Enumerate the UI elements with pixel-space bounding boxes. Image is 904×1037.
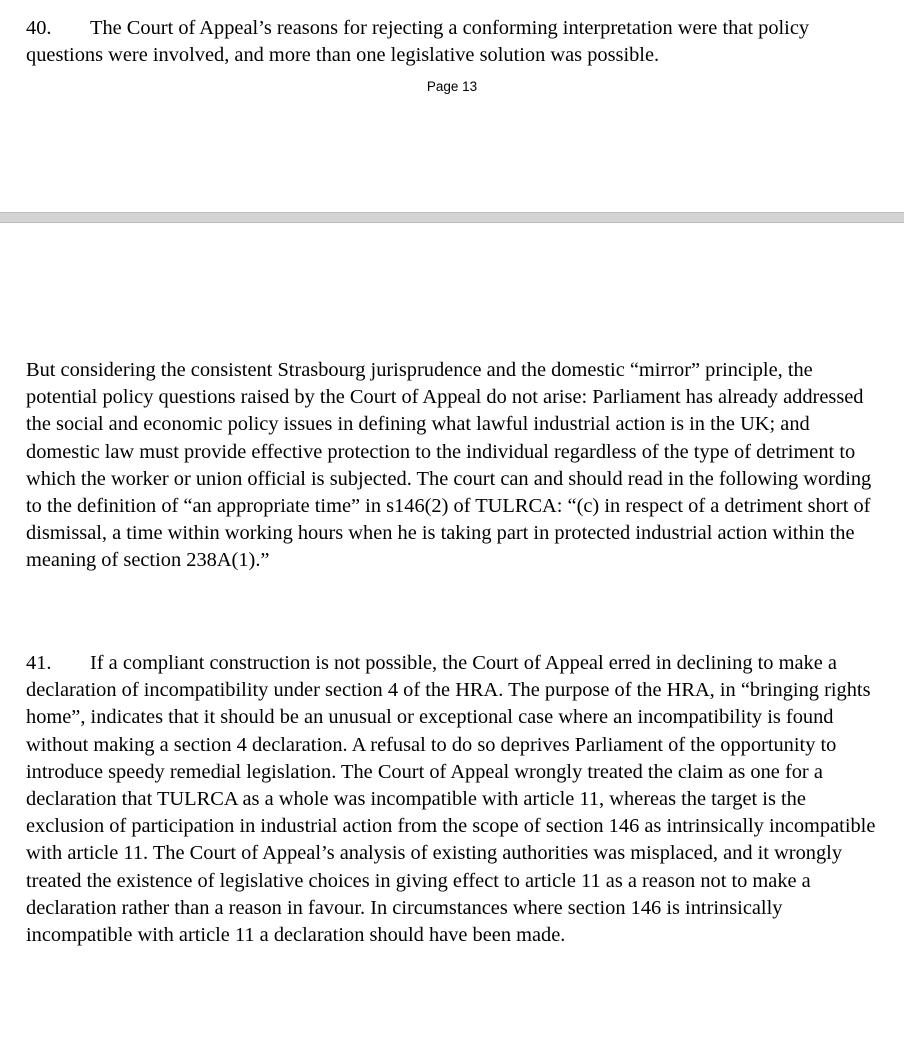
paragraph-text: If a compliant construction is not possible, the Court of Appeal erred in declining to make a declaration of incompatibility under section 4 of the HRA. The purpose of the HRA, in “bringing rights home”, indicates that it should be an unusual or exceptional case where an incompatibility is found without making a section 4 declaration. A refusal to do so deprives Parliament of the opportunity to introduce speedy remedial legislation. The Court of Appeal wrongly treated the claim as one for a declaration that TULRCA as a whole was incompatible with article 11, whereas the target is the exclusion of participation in industrial action from the scope of section 146 as intrinsically incompatible with article 11. The Court of Appeal’s analysis of existing authorities was misplaced, and it wrongly treated the existence of legislative choices in giving effect to article 11 as a reason not to make a declaration rather than a reason in favour. In circumstances where section 146 is intrinsically incompatible with article 11 a declaration should have been made. xyxy=(26,652,876,947)
page-separator xyxy=(0,212,904,223)
paragraph-number: 40. xyxy=(26,17,52,39)
paragraph-41 xyxy=(26,650,876,949)
paragraph-text: The Court of Appeal’s reasons for rejecting a conforming interpretation were that policy questions were involved, and more than one legislative solution was possible. xyxy=(26,17,810,67)
page-number: Page 13 xyxy=(426,79,478,94)
paragraph-number: 41. xyxy=(26,652,52,674)
paragraph-40 xyxy=(26,15,876,69)
page-top xyxy=(0,0,904,212)
paragraph-continuation: But considering the consistent Strasbourg jurisprudence and the domestic “mirror” principle, the potential policy questions raised by the Court of Appeal do not arise: Parliament has already addressed the social and economic policy issues in defining what lawful industrial action is in the UK; and domestic law must provide effective protection to the individual regardless of the type of detriment to which the worker or union official is subjected. The court can and should read in the following wording to the definition of “an appropriate time” in s146(2) of TULRCA: “(c) in respect of a detriment short of dismissal, a time within working hours when he is taking part in protected industrial action within the meaning of section 238A(1).” xyxy=(26,359,872,572)
